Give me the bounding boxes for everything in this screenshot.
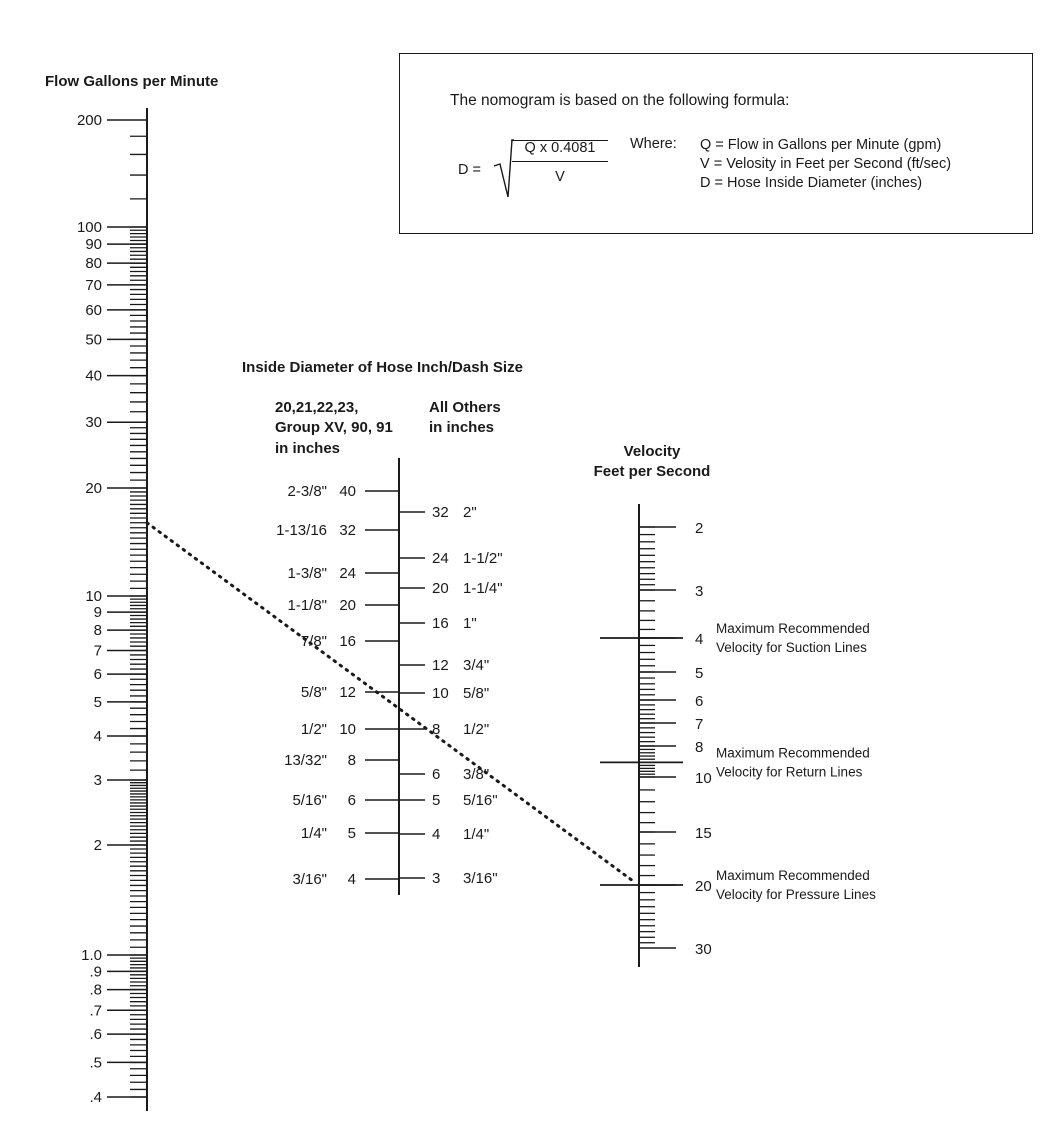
definition-q: Q = Flow in Gallons per Minute (gpm) [700,137,942,153]
flow-label: .7 [89,1002,102,1020]
flow-label: 20 [85,480,102,497]
diameter-right-ticks [399,504,503,887]
flow-label: .8 [89,981,102,999]
diameter-right-inch: 3/4" [463,657,490,674]
velocity-label: 8 [695,739,704,756]
flow-label: .5 [89,1054,102,1072]
flow-label: 7 [93,642,102,660]
velocity-label: 7 [695,716,704,733]
velocity-label: 15 [695,825,712,842]
formula-numerator: Q x 0.4081 [524,140,596,156]
diameter-right-inch: 2" [463,504,477,521]
diameter-right-inch: 1-1/2" [463,550,503,567]
example-dotted-line [147,523,633,881]
diameter-left-inch: 1/2" [300,721,327,738]
flow-label: 30 [85,414,102,432]
left-heading-line-2: Group XV, 90, 91 [275,419,393,436]
flow-label: 1.0 [81,947,102,964]
velocity-label: 2 [695,520,704,537]
diameter-right-dash: 4 [432,826,441,843]
diameter-right-dash: 32 [432,504,449,521]
flow-label: 70 [85,276,102,294]
velocity-title-line-1: Velocity [623,443,681,460]
diameter-left-inch: 1/4" [300,825,327,842]
flow-label: 60 [85,301,102,319]
flow-label: 8 [93,622,102,640]
flow-label: 200 [76,112,102,129]
diameter-right-dash: 10 [432,685,449,702]
diameter-left-inch: 3/16" [292,871,327,888]
flow-label: 2 [93,837,102,854]
diameter-left-inch: 5/16" [292,792,327,809]
diameter-right-inch: 5/16" [463,792,498,809]
right-heading-line-2: in inches [429,419,495,436]
diameter-right-inch: 5/8" [463,685,490,702]
flow-label: 80 [85,255,102,273]
diameter-right-dash: 16 [432,615,449,632]
flow-scale-title: Flow Gallons per Minute [45,73,219,90]
diameter-left-ticks [276,483,399,888]
recommendation-line-2: Velocity for Pressure Lines [716,887,876,902]
left-heading-line-3: in inches [275,440,341,457]
recommendation-line-1: Maximum Recommended [716,868,870,883]
velocity-labels [695,520,712,958]
flow-label: .4 [89,1089,102,1106]
flow-labels [77,112,102,1106]
diameter-right-inch: 1" [463,615,477,632]
diameter-left-dash: 32 [339,522,356,539]
diameter-right-dash: 12 [432,657,449,674]
velocity-label: 3 [695,583,704,600]
diameter-right-inch: 3/8" [463,766,490,783]
velocity-label: 6 [695,693,704,710]
flow-label: 3 [93,772,102,789]
diameter-right-dash: 20 [432,580,449,597]
diameter-right-inch: 1/2" [463,721,490,738]
diameter-left-inch: 1-3/8" [287,565,327,582]
flow-label: 4 [93,728,102,746]
diameter-right-inch: 1-1/4" [463,580,503,597]
left-heading-line-1: 20,21,22,23, [275,399,359,416]
diameter-right-dash: 5 [432,792,441,809]
definition-v: V = Velosity in Feet per Second (ft/sec) [700,156,952,172]
diameter-left-inch: 5/8" [300,684,327,701]
diameter-left-dash: 24 [339,565,356,582]
diameter-right-dash: 6 [432,766,441,783]
recommendation-line-2: Velocity for Suction Lines [716,640,867,655]
diameter-left-dash: 20 [339,597,356,614]
diameter-left-dash: 12 [339,684,356,701]
flow-label: 9 [93,604,102,622]
diameter-scale-title: Inside Diameter of Hose Inch/Dash Size [242,359,523,376]
diameter-left-inch: 1-13/16 [276,522,327,539]
definition-d: D = Hose Inside Diameter (inches) [700,175,923,191]
velocity-recommendations [600,621,876,902]
velocity-title-line-2: Feet per Second [593,463,711,480]
flow-label: 10 [85,588,102,605]
diameter-left-dash: 40 [339,483,356,500]
flow-label: 5 [93,693,102,711]
formula-intro: The nomogram is based on the following formula: [450,92,790,109]
formula-where: Where: [630,136,677,152]
formula-denominator: V [555,169,565,185]
diameter-right-dash: 24 [432,550,449,567]
diameter-left-dash: 10 [339,721,356,738]
diameter-left-inch: 7/8" [300,633,327,650]
diameter-left-dash: 6 [347,792,356,809]
velocity-label: 10 [695,770,712,787]
right-heading-line-1: All Others [429,399,501,416]
velocity-label: 30 [695,941,712,958]
formula-lhs: D = [458,162,481,178]
flow-label: 90 [85,236,102,254]
diameter-left-dash: 8 [347,752,356,769]
diameter-left-inch: 2-3/8" [287,483,327,500]
flow-label: 6 [93,666,102,684]
recommendation-line-1: Maximum Recommended [716,745,870,761]
diameter-left-inch: 1-1/8" [287,597,327,614]
velocity-label: 20 [695,878,712,895]
flow-label: .9 [89,963,102,981]
diameter-left-dash: 5 [347,825,356,842]
velocity-label: 4 [695,631,704,648]
diameter-left-dash: 16 [339,633,356,650]
flow-label: 40 [85,367,102,385]
diameter-left-inch: 13/32" [284,752,327,769]
flow-label: 50 [85,331,102,349]
flow-label: 100 [76,219,102,236]
flow-ticks [107,120,147,1097]
diameter-left-dash: 4 [347,871,356,888]
flow-label: .6 [89,1026,102,1044]
velocity-label: 5 [695,665,704,682]
diameter-right-inch: 1/4" [463,826,490,843]
recommendation-line-1: Maximum Recommended [716,621,870,636]
diameter-right-dash: 3 [432,870,441,887]
recommendation-line-2: Velocity for Return Lines [716,764,863,780]
diameter-right-dash: 8 [432,721,441,738]
diameter-right-inch: 3/16" [463,870,498,887]
